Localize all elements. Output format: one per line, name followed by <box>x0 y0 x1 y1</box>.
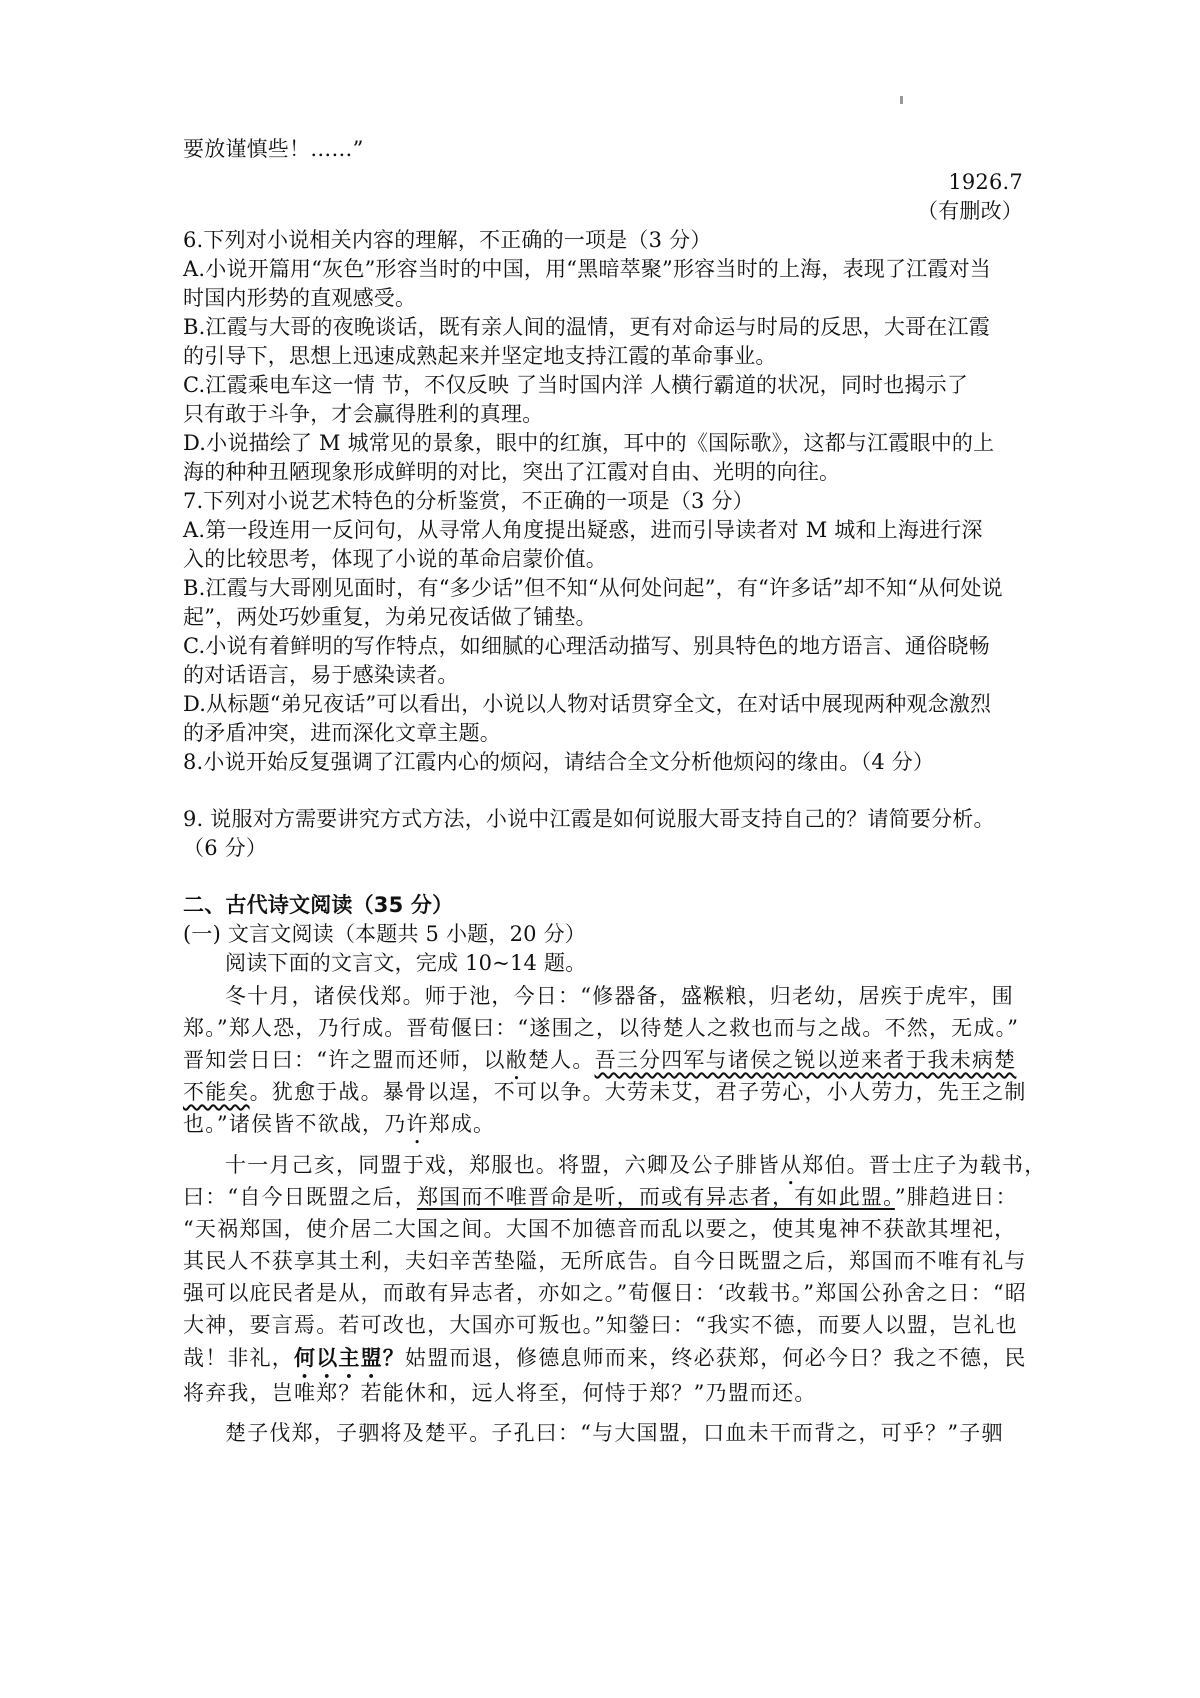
emphasis-char: 敝 <box>505 1048 528 1072</box>
q7-stem: 7.下列对小说艺术特色的分析鉴赏，不正确的一项是（3 分） <box>183 489 754 513</box>
story-date: 1926.7 <box>948 170 1023 194</box>
passage-p2-line8: 将弃我，岂唯郑？若能休和，远人将至，何恃于郑？”乃盟而还。 <box>183 1381 817 1405</box>
story-tail: 要放谨慎些！……” <box>183 137 364 161</box>
passage-p1-line2: 郑。”郑人恐，乃行成。晋荀偃曰：“遂围之，以待楚人之救也而与之战。不然，无成。” <box>183 1016 1020 1040</box>
q6-option-a-line2: 时国内形势的直观感受。 <box>183 286 417 310</box>
q9-stem-line2: （6 分） <box>183 836 268 860</box>
q6-option-c-line2: 只有敢于斗争，才会赢得胜利的真理。 <box>183 402 544 426</box>
q6-option-a-line1: A.小说开篇用“灰色”形容当时的中国，用“黑暗萃聚”形容当时的上海，表现了江霞对当 <box>183 257 991 281</box>
passage-p3-line1: 楚子伐郑，子驷将及楚平。子孔曰：“与大国盟，口血未干而背之，可乎？”子驷 <box>225 1421 1004 1445</box>
q6-option-b-line2: 的引导下，思想上迅速成熟起来并坚定地支持江霞的革命事业。 <box>183 344 777 368</box>
passage-p1-line1: 冬十月，诸侯伐郑。师于池，今日：“修器备，盛糇粮，归老幼，居疾于虎牢，围 <box>225 984 1014 1008</box>
passage-p1-line4: 不能矣。犹愈于战。暴骨以逞，不可以争。大劳未艾，君子劳心，小人劳力，先王之制 <box>183 1080 1027 1104</box>
q9-stem-line1: 9. 说服对方需要讲究方式方法，小说中江霞是如何说服大哥支持自己的？请简要分析。 <box>183 807 995 831</box>
q7-option-a-line2: 入的比较思考，体现了小说的革命启蒙价值。 <box>183 547 607 571</box>
passage-p2-line1: 十一月己亥，同盟于戏，郑服也。将盟，六卿及公子腓皆从郑伯。晋士庄子为载书， <box>225 1153 1047 1177</box>
emphasis-char: 许 <box>406 1112 429 1136</box>
q6-option-d-line2: 海的种种丑陋现象形成鲜明的对比，突出了江霞对自由、光明的向往。 <box>183 460 841 484</box>
section2-instruction: 阅读下面的文言文，完成 10~14 题。 <box>225 951 587 975</box>
underlined-sentence: 郑国而不唯晋命是听，而或有异志者，有如此盟。 <box>416 1185 895 1209</box>
passage-p2-line5: 强可以庇民者是从，而敢有异志者，亦如之。”荀偃日：‘改载书。”郑国公孙舍之日：“昭 <box>183 1281 1028 1305</box>
q7-option-b-line2: 起”，两处巧妙重复，为弟兄夜话做了铺垫。 <box>183 605 597 629</box>
emphasis-char: 从 <box>780 1153 803 1177</box>
passage-p2-line4: 其民人不获享其土利，夫妇辛苦垫隘，无所底告。自今日既盟之后，郑国而不唯有礼与 <box>183 1249 1027 1273</box>
q7-option-b-line1: B.江霞与大哥刚见面时，有“多少话”但不知“从何处问起”，有“许多话”却不知“从何处说 <box>183 576 1003 600</box>
passage-p2-line2: 曰：“自今日既盟之后，郑国而不唯晋命是听，而或有异志者，有如此盟。”腓趋进日： <box>183 1185 1018 1209</box>
scan-mark <box>900 96 903 104</box>
q7-option-c-line2: 的对话语言，易于感染读者。 <box>183 663 459 687</box>
q6-option-b-line1: B.江霞与大哥的夜晚谈话，既有亲人间的温情，更有对命运与时局的反思，大哥在江霞 <box>183 315 990 339</box>
q7-option-d-line2: 的矛盾冲突，进而深化文章主题。 <box>183 721 501 745</box>
story-note: （有删改） <box>917 199 1023 223</box>
q6-option-d-line1: D.小说描绘了 M 城常见的景象，眼中的红旗，耳中的《国际歌》，这都与江霞眼中的上 <box>183 431 995 455</box>
q7-option-d-line1: D.从标题“弟兄夜话”可以看出，小说以人物对话贯穿全文，在对话中展现两种观念激烈 <box>183 692 992 716</box>
q8-stem: 8.小说开始反复强调了江霞内心的烦闷，请结合全文分析他烦闷的缘由。（4 分） <box>183 750 935 774</box>
q7-option-c-line1: C.小说有着鲜明的写作特点，如细腻的心理活动描写、别具特色的地方语言、通俗晓畅 <box>183 634 990 658</box>
wavy-underlined-text: 吾三分四军与诸侯之锐以逆来者于我未病楚 <box>594 1048 1017 1072</box>
passage-p2-line3: “天祸郑国，使介居二大国之间。大国不加德音而乱以要之，使其鬼神不获歆其埋祀， <box>183 1217 1017 1241</box>
passage-p2-line7: 哉！非礼，何以主盟？姑盟而退，修德息师而来，终必获郑，何必今日？我之不德，民 <box>183 1345 1027 1370</box>
section2-title: 二、古代诗文阅读（35 分） <box>183 893 454 917</box>
emphasis-text: 何以主盟？ <box>294 1345 405 1370</box>
section2-subtitle: (一) 文言文阅读（本题共 5 小题，20 分） <box>183 922 586 946</box>
passage-p2-line6: 大神，要言焉。若可改也，大国亦可叛也。”知鎣曰：“我实不德，而要人以盟，岂礼也 <box>183 1313 1018 1337</box>
passage-p1-line5: 也。”诸侯皆不欲战，乃许郑成。 <box>183 1112 496 1136</box>
wavy-underlined-text: 不能矣 <box>183 1080 250 1104</box>
q7-option-a-line1: A.第一段连用一反问句，从寻常人角度提出疑惑，进而引导读者对 M 城和上海进行深 <box>183 518 983 542</box>
q6-option-c-line1: C.江霞乘电车这一情 节，不仅反映 了当时国内洋 人横行霸道的状况，同时也揭示了 <box>183 373 969 397</box>
passage-p1-line3: 晋知尝日曰：“许之盟而还师，以敝楚人。吾三分四军与诸侯之锐以逆来者于我未病楚 <box>183 1048 1017 1072</box>
q6-stem: 6.下列对小说相关内容的理解，不正确的一项是（3 分） <box>183 228 712 252</box>
